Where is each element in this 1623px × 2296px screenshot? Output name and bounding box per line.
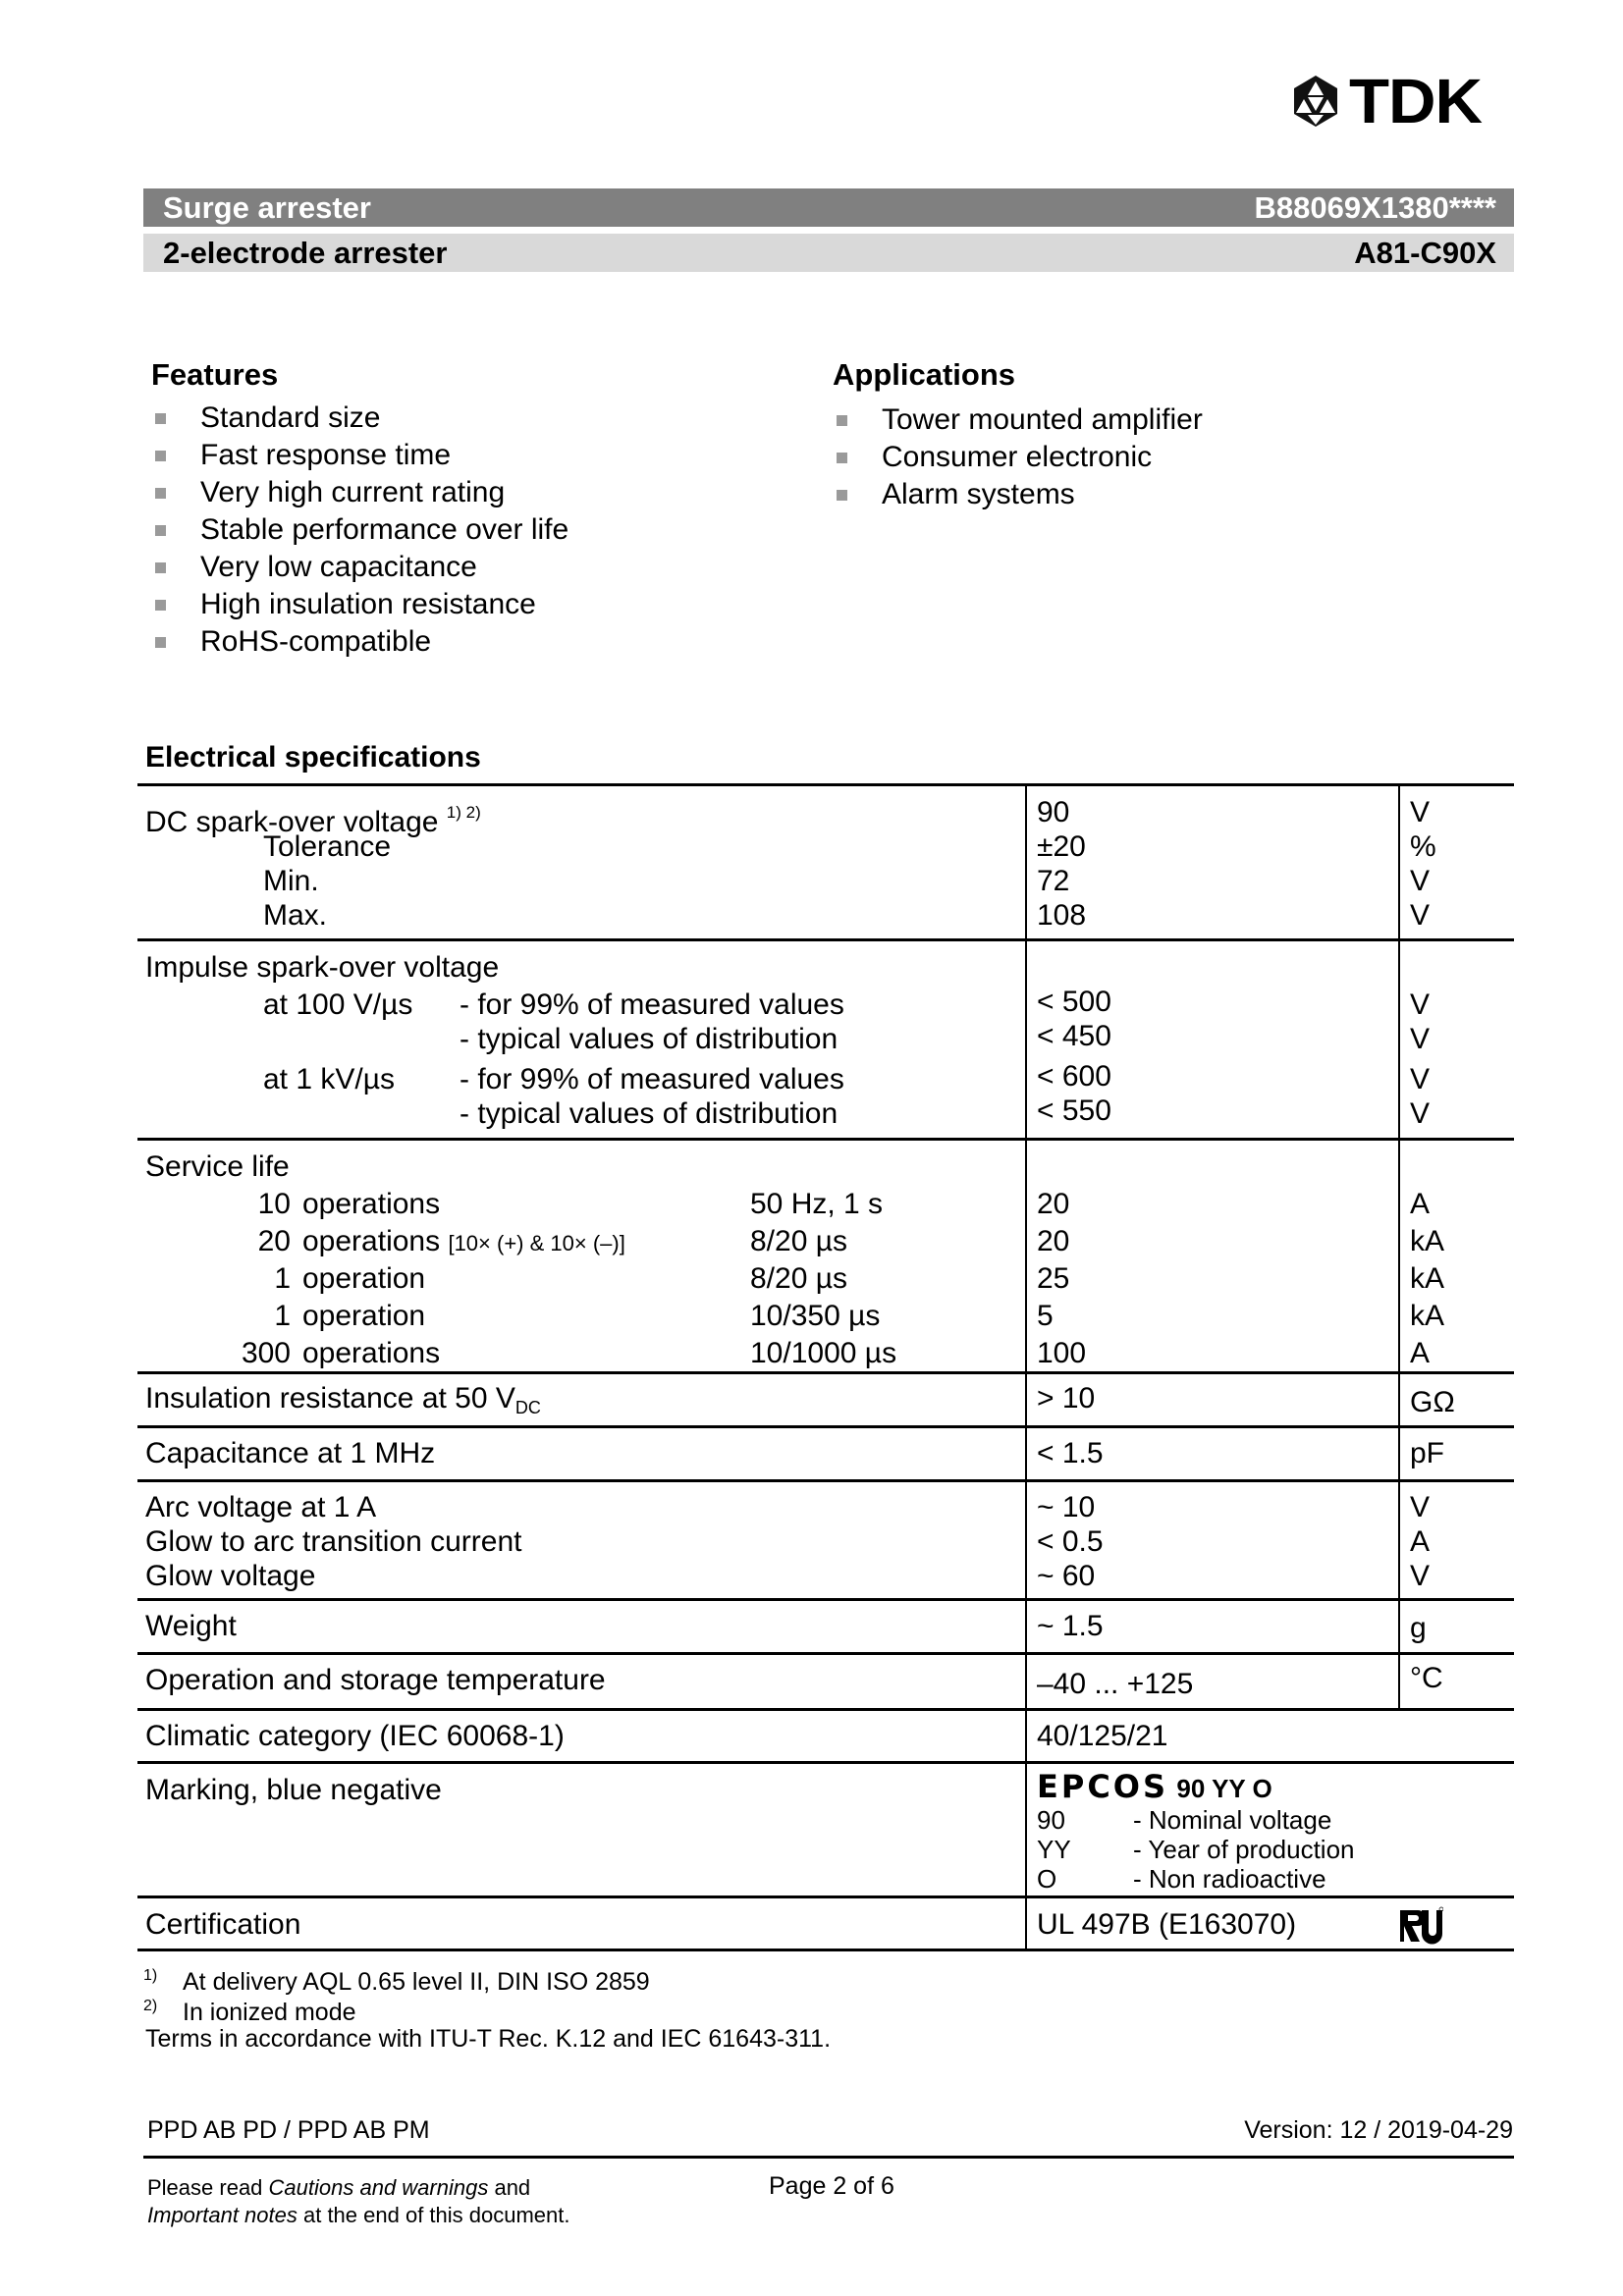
footer-version: Version: 12 / 2019-04-29 (1244, 2116, 1513, 2144)
marking-legend-item: YY - Year of production (1037, 1835, 1355, 1864)
spec-row-insulation: Insulation resistance at 50 $V_{DC}$ > 10 GΩ (137, 1371, 1514, 1425)
spec-row-capacitance: Capacitance at 1 MHz < 1.5 pF (137, 1425, 1514, 1479)
footnote-item: 2) In ionized mode (143, 1998, 356, 2026)
product-category: Surge arrester (163, 189, 371, 225)
bullet-square-icon (837, 453, 847, 463)
footer-department: PPD AB PD / PPD AB PM (147, 2116, 430, 2144)
footnotes (143, 1960, 650, 2026)
applications-list (833, 401, 1203, 513)
product-type: 2-electrode arrester (163, 235, 448, 270)
bullet-square-icon (155, 562, 166, 573)
bullet-square-icon (155, 488, 166, 499)
bullet-square-icon (155, 413, 166, 424)
important-notes-link: Important notes (147, 2203, 298, 2227)
marking-code: EPCOS 90 YY O (1037, 1768, 1272, 1805)
feature-item: Very low capacitance (151, 549, 568, 586)
spec-row-dc-sparkover: DC spark-over voltage $^{1) 2)}$ Tolerance Min. Max. 90 ±20 72 108 V % V V (137, 783, 1514, 938)
electrical-specs-heading: Electrical specifications (145, 741, 481, 774)
spec-row-temperature: Operation and storage temperature –40 ... +125 °C (137, 1652, 1514, 1708)
feature-item: RoHS-compatible (151, 623, 568, 661)
feature-item: High insulation resistance (151, 586, 568, 623)
feature-item: Fast response time (151, 437, 568, 474)
bullet-square-icon (837, 490, 847, 501)
footer-cautions-note: Please read Cautions and warnings and Important notes at the end of this document. (147, 2175, 570, 2227)
ul-recognized-mark-icon (1398, 1906, 1443, 1946)
spec-row-climatic: Climatic category (IEC 60068-1) 40/125/21 (137, 1708, 1514, 1761)
spec-table (137, 783, 1514, 1951)
application-item: Alarm systems (833, 476, 1203, 513)
tdk-hexagon-logo-icon (1288, 74, 1343, 129)
product-type-bar (143, 234, 1514, 272)
cautions-link: Cautions and warnings (268, 2175, 489, 2200)
bullet-square-icon (155, 525, 166, 536)
footnote-item: 1) At delivery AQL 0.65 level II, DIN ISO 2859 (143, 1967, 650, 1996)
spec-row-impulse-sparkover: Impulse spark-over voltage at 100 V/µs - for 99% of measured values - typical values of distribution at 1 kV/µs - for 99% of measured values - typical values of distribution < 500 < 450 < 600 < 550 V V V V (137, 938, 1514, 1138)
features-list (151, 400, 568, 661)
epcos-brand-mark: EPCOS (1037, 1768, 1169, 1805)
marking-legend-item: 90 - Nominal voltage (1037, 1805, 1332, 1835)
footnote-ref: 1) 2) (446, 803, 481, 822)
order-number: B88069X1380**** (1254, 189, 1496, 225)
spec-row-arc-glow: Arc voltage at 1 A Glow to arc transition current Glow voltage ~ 10 < 0.5 ~ 60 V A V (137, 1479, 1514, 1598)
feature-item: Very high current rating (151, 474, 568, 511)
bullet-square-icon (837, 415, 847, 426)
bullet-square-icon (155, 600, 166, 611)
application-item: Tower mounted amplifier (833, 401, 1203, 439)
footer-divider (143, 2156, 1514, 2159)
product-category-bar (143, 188, 1514, 227)
terms-note: Terms in accordance with ITU-T Rec. K.12 and IEC 61643-311. (145, 2025, 832, 2053)
spec-row-marking: Marking, blue negative EPCOS 90 YY O 90 - Nominal voltage YY - Year of production O - Non radioactive (137, 1761, 1514, 1896)
spec-row-certification: Certification UL 497B (E163070) (137, 1896, 1514, 1951)
feature-item: Standard size (151, 400, 568, 437)
tdk-logo (1288, 66, 1524, 136)
feature-item: Stable performance over life (151, 511, 568, 549)
spec-row-service-life: Service life 10 operations 50 Hz, 1 s 20 operations [10× (+) & 10× (–)] 8/20 µs 1 operation 8/20 µs 1 operation 10/350 µs 300 operations 10/1000 µs 20 20 25 5 100 A kA kA kA A (137, 1138, 1514, 1371)
bullet-square-icon (155, 451, 166, 461)
page-number: Page 2 of 6 (769, 2172, 894, 2200)
applications-heading: Applications (833, 357, 1016, 392)
features-heading: Features (151, 357, 279, 392)
spec-row-weight: Weight ~ 1.5 g (137, 1598, 1514, 1652)
logo-text: TDK (1349, 66, 1482, 136)
bullet-square-icon (155, 637, 166, 648)
product-code: A81-C90X (1354, 235, 1496, 270)
application-item: Consumer electronic (833, 439, 1203, 476)
marking-legend-item: O - Non radioactive (1037, 1864, 1326, 1894)
